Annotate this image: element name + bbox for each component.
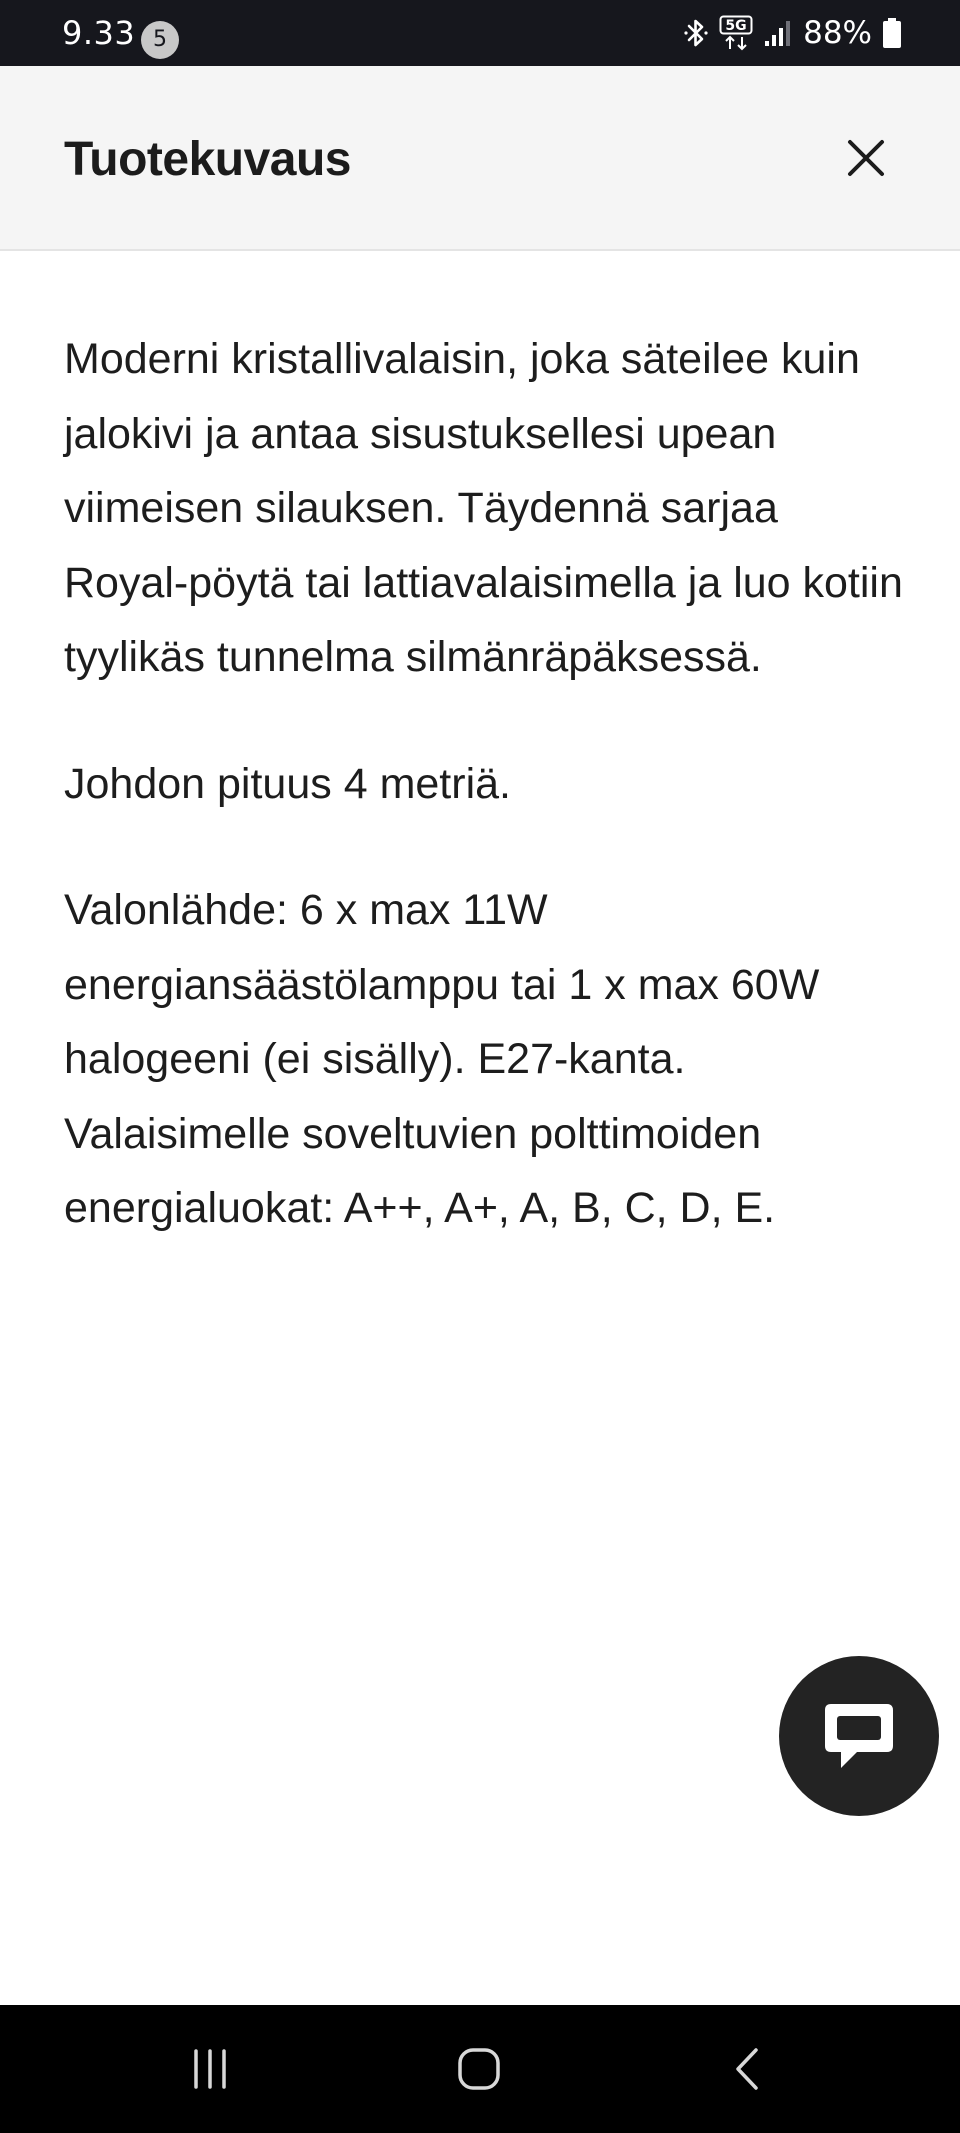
description-paragraph: Moderni kristallivalaisin, joka säteilee kuin jalokivi ja antaa sisustuksellesi upean viimeisen silauksen. Täydennä sarjaa Royal-pöytä tai lattiavalaisimella ja luo kotiin tyylikäs tunnelma silmänräpäksessä. bbox=[64, 335, 903, 681]
status-bar bbox=[0, 0, 960, 66]
product-description bbox=[64, 322, 914, 1298]
bluetooth-icon bbox=[683, 17, 709, 49]
description-paragraph: Valonlähde: 6 x max 11W energiansäästölamppu tai 1 x max 60W halogeeni (ei sisälly). E27-kanta. Valaisimelle soveltuvien polttimoiden energialuokat: A++, A+, A, B, C, D, E. bbox=[64, 886, 820, 1232]
chat-button[interactable] bbox=[779, 1656, 939, 1816]
close-icon bbox=[838, 130, 894, 186]
network-label: 5G bbox=[725, 18, 747, 34]
signal-strength-icon bbox=[763, 19, 793, 47]
recent-apps-button[interactable] bbox=[130, 2005, 290, 2133]
home-icon bbox=[455, 2045, 503, 2093]
status-time: 9.33 bbox=[62, 14, 136, 52]
notification-count-badge: 5 bbox=[141, 21, 179, 59]
back-button[interactable] bbox=[668, 2005, 828, 2133]
recent-apps-icon bbox=[188, 2047, 232, 2091]
battery-icon bbox=[882, 17, 902, 49]
system-navigation-bar bbox=[0, 2005, 960, 2133]
dialog-header bbox=[0, 66, 960, 251]
network-5g-icon bbox=[719, 15, 753, 51]
status-indicators bbox=[683, 14, 902, 52]
back-icon bbox=[726, 2045, 770, 2093]
home-button[interactable] bbox=[399, 2005, 559, 2133]
page-title: Tuotekuvaus bbox=[64, 133, 351, 186]
close-button[interactable] bbox=[838, 130, 894, 186]
chat-bubble-icon bbox=[817, 1696, 901, 1780]
description-paragraph: Johdon pituus 4 metriä. bbox=[64, 759, 511, 808]
battery-percent: 88% bbox=[803, 15, 872, 51]
